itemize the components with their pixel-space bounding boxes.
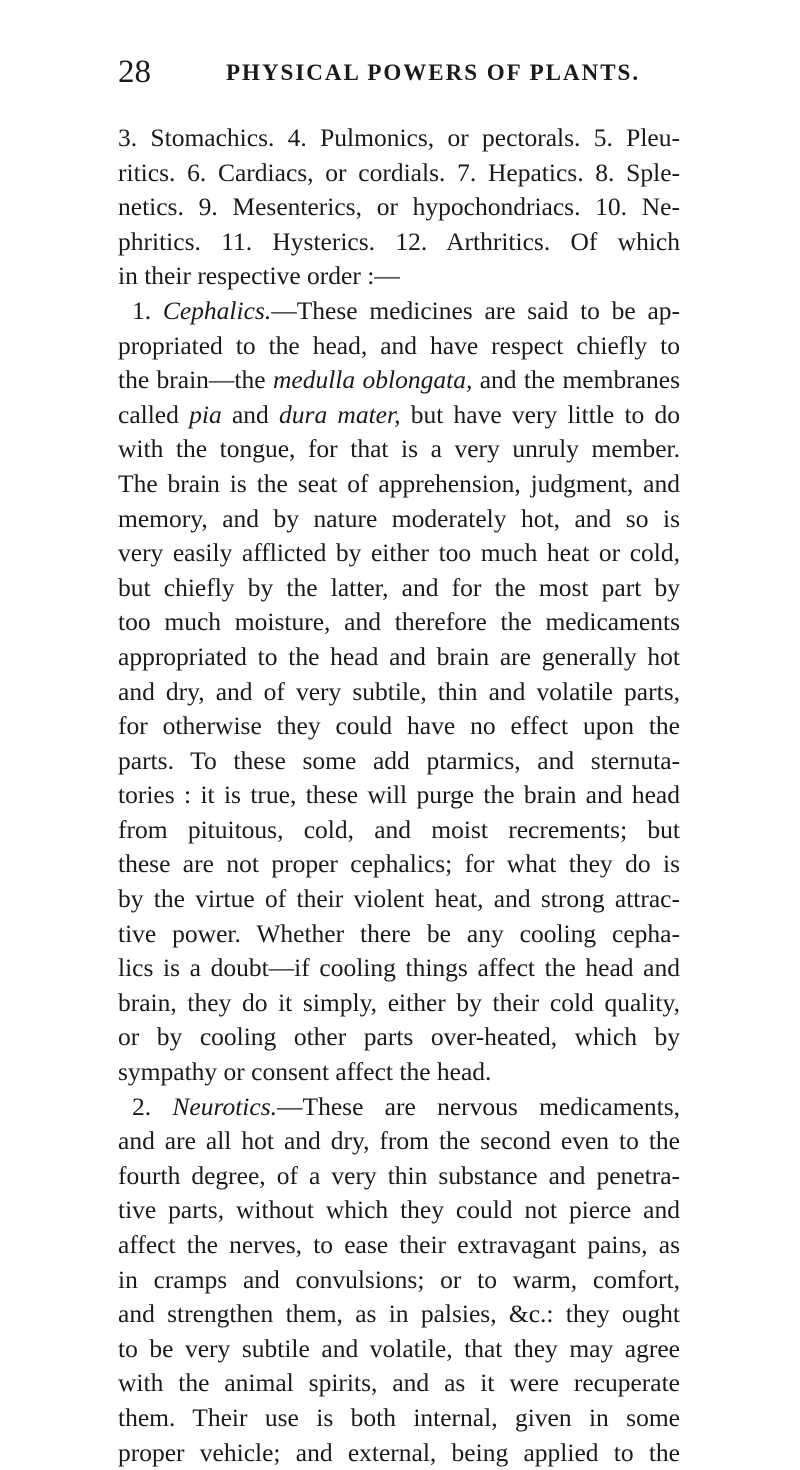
section-number: 1. [132, 295, 152, 325]
text-line: memory, and by nature moderately hot, and so is [118, 503, 680, 533]
text-line: proper vehicle; and external, being applied to the [118, 1437, 680, 1467]
text-line: and are all hot and dry, from the second even to the [118, 1126, 680, 1156]
body-text [118, 121, 680, 1470]
text-line: and strengthen them, as in palsies, &c.: they ought [118, 1299, 680, 1329]
text-line: lics is a doubt—if cooling things affect the head and [118, 953, 680, 983]
text-line: or by cooling other parts over-heated, which by [118, 1022, 680, 1052]
text-line: by the virtue of their violent heat, and strong attrac- [118, 884, 680, 914]
latin-term: pia [189, 399, 222, 429]
text-line: in their respective order :— [118, 261, 400, 291]
text-line: in cramps and convulsions; or to warm, comfort, [118, 1264, 680, 1294]
text-line: appropriated to the head and brain are generally hot [118, 641, 680, 671]
text-line: but chiefly by the latter, and for the most part by [118, 572, 680, 602]
text-line [118, 1090, 680, 1125]
text-line: these are not proper cephalics; for what they do is [118, 849, 680, 879]
text-segment: and [221, 399, 280, 429]
text-line: affect the nerves, to ease their extravagant pains, as [118, 1230, 680, 1259]
text-segment: but have very little to do [410, 399, 680, 429]
running-title: PHYSICAL POWERS OF PLANTS. [226, 60, 641, 85]
text-line: 3. Stomachics. 4. Pulmonics, or pectorals. 5. Pleu- [118, 123, 680, 152]
text-line: with the tongue, for that is a very unruly member. [118, 434, 680, 464]
text-line: netics. 9. Mesenterics, or hypochondriacs. 10. Ne- [118, 192, 680, 222]
text-line: too much moisture, and therefore the medicaments [118, 607, 680, 637]
text-line [118, 398, 680, 433]
text-line: with the animal spirits, and as it were recuperate [118, 1368, 680, 1398]
latin-term: medulla oblongata, [272, 365, 473, 395]
text-segment: and the membranes [472, 365, 680, 395]
page-header [118, 52, 678, 92]
section-number: 2. [132, 1091, 152, 1121]
section-term-neurotics: Neurotics. [172, 1091, 277, 1121]
text-line: brain, they do it simply, either by their cold quality, [118, 987, 680, 1017]
text-line: parts. To these some add ptarmics, and sternuta- [118, 745, 680, 775]
text-segment [400, 400, 410, 429]
text-line [118, 294, 680, 329]
text-line: ritics. 6. Cardiacs, or cordials. 7. Hepatics. 8. Sple- [118, 157, 680, 187]
section-term-cephalics: Cephalics. [162, 295, 272, 325]
text-segment: called [118, 399, 190, 429]
text-line: from pituitous, cold, and moist recrements; but [118, 814, 680, 844]
text-line: tive parts, without which they could not pierce and [118, 1195, 680, 1225]
text-line: very easily afflicted by either too much heat or cold, [118, 538, 680, 568]
text-segment: —These are nervous medicaments, [277, 1091, 680, 1121]
text-line: and dry, and of very subtile, thin and volatile parts, [118, 676, 680, 706]
text-line: phritics. 11. Hysterics. 12. Arthritics. Of which [118, 226, 680, 256]
text-line: tive power. Whether there be any cooling cepha- [118, 918, 680, 948]
page-number: 28 [118, 54, 151, 90]
text-segment: the brain—the [118, 365, 273, 395]
text-line: them. Their use is both internal, given in some [118, 1402, 680, 1432]
text-line [118, 363, 680, 398]
text-line: sympathy or consent affect the head. [118, 1057, 492, 1087]
text-line: for otherwise they could have no effect upon the [118, 711, 680, 741]
latin-term: dura mater, [279, 399, 401, 429]
text-segment: —These medicines are said to be ap- [271, 295, 680, 325]
text-line: tories : it is true, these will purge the brain and head [118, 780, 680, 810]
text-line: propriated to the head, and have respect chiefly to [118, 330, 680, 360]
text-line: The brain is the seat of apprehension, judgment, and [118, 468, 680, 498]
text-line: to be very subtile and volatile, that they may agree [118, 1333, 680, 1363]
text-line: fourth degree, of a very thin substance and penetra- [118, 1160, 680, 1190]
